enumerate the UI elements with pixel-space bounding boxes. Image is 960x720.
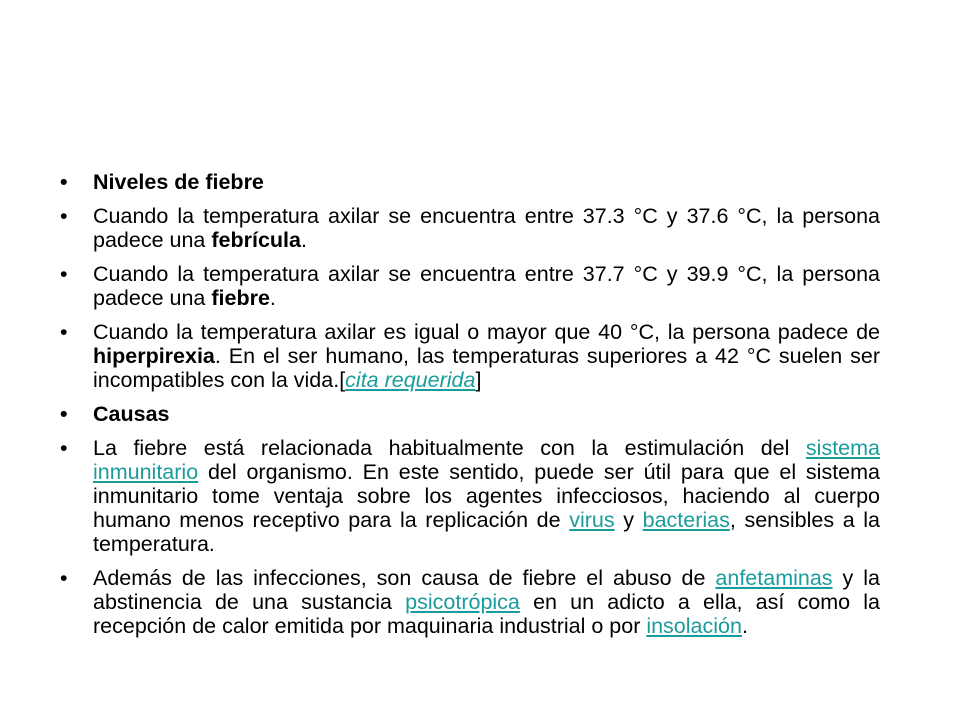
- bullet-sistema-inmunitario: [60, 436, 880, 556]
- bacterias-link[interactable]: bacterias: [642, 508, 730, 532]
- sistema-inmunitario-link[interactable]: sistema inmunitario: [93, 436, 880, 484]
- bold-term: fiebre: [211, 286, 270, 310]
- bullet-hiperpirexia: [60, 320, 880, 392]
- bullet-febricula: [60, 204, 880, 252]
- bold-term: hiperpirexia: [93, 344, 215, 368]
- bullet-list: [60, 170, 880, 648]
- bullet-heading-niveles: [60, 170, 880, 194]
- bullet-fiebre: [60, 262, 880, 310]
- bullet-dot-icon: •: [60, 170, 68, 194]
- bullet-text: . En el ser humano, las temperaturas superiores a 42 °C suelen ser incompatibles con la vida.[: [93, 344, 880, 392]
- bullet-text: Cuando la temperatura axilar se encuentra entre 37.7 °C y 39.9 °C, la persona padece una: [93, 262, 880, 310]
- bullet-text: Además de las infecciones, son causa de fiebre el abuso de: [93, 566, 716, 590]
- bullet-dot-icon: •: [60, 204, 68, 228]
- bold-term: febrícula: [211, 228, 301, 252]
- bullet-dot-icon: •: [60, 566, 68, 590]
- bullet-text: ]: [475, 368, 482, 392]
- bullet-dot-icon: •: [60, 436, 68, 460]
- psicotropica-link[interactable]: psicotrópica: [405, 590, 520, 614]
- bullet-text: del organismo. En este sentido, puede ser útil para que el sistema inmunitario tome ventaja sobre los agentes infecciosos, haciendo al cuerpo humano menos receptivo para la replicación de: [93, 460, 880, 532]
- bullet-text: Cuando la temperatura axilar se encuentra entre 37.3 °C y 37.6 °C, la persona padece una: [93, 204, 880, 252]
- cita-requerida-link[interactable]: cita requerida: [345, 368, 476, 392]
- heading-text: Causas: [93, 402, 170, 426]
- bullet-text: .: [741, 614, 748, 638]
- bullet-text: La fiebre está relacionada habitualmente con la estimulación del: [93, 436, 806, 460]
- bullet-text: y la abstinencia de una sustancia: [93, 566, 880, 614]
- bullet-dot-icon: •: [60, 402, 68, 426]
- bullet-text: en un adicto a ella, así como la recepción de calor emitida por maquinaria industrial o por: [93, 590, 880, 638]
- bullet-text: y: [614, 508, 643, 532]
- bullet-heading-causas: [60, 402, 880, 426]
- bullet-text: .: [300, 228, 307, 252]
- virus-link[interactable]: virus: [569, 508, 615, 532]
- bullet-dot-icon: •: [60, 320, 68, 344]
- bullet-dot-icon: •: [60, 262, 68, 286]
- bullet-otras-causas: [60, 566, 880, 638]
- bullet-text: , sensibles a la temperatura.: [93, 508, 880, 556]
- anfetaminas-link[interactable]: anfetaminas: [715, 566, 833, 590]
- bullet-text: .: [269, 286, 276, 310]
- heading-text: Niveles de fiebre: [93, 170, 264, 194]
- bullet-text: Cuando la temperatura axilar es igual o mayor que 40 °C, la persona padece de: [93, 320, 880, 344]
- insolacion-link[interactable]: insolación: [646, 614, 742, 638]
